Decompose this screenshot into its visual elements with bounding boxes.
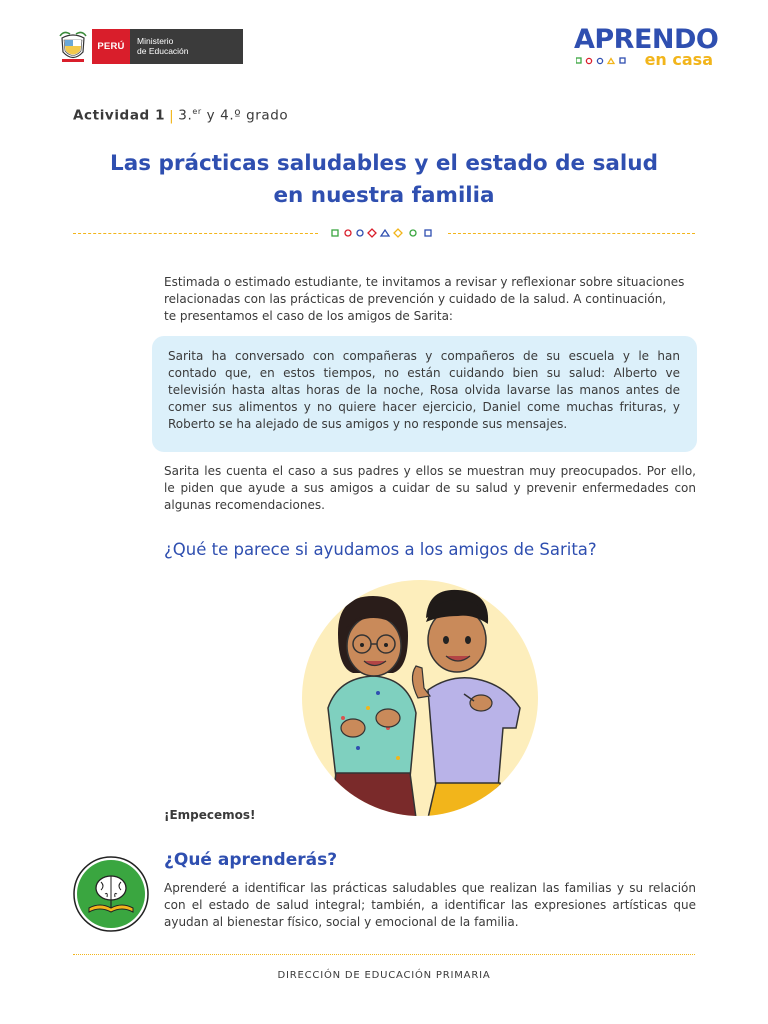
brand-line2: en casa: [644, 50, 713, 69]
peru-label: PERÚ: [92, 29, 130, 64]
start-label: ¡Empecemos!: [164, 808, 256, 822]
divider-right: [448, 233, 695, 234]
learn-line: Aprenderé a identificar las prácticas saludables que realizan las familias y su relación: [164, 881, 696, 895]
intro-line: Estimada o estimado estudiante, te invitamos a revisar y reflexionar sobre situaciones: [164, 275, 685, 289]
decorative-shapes-icon: [328, 227, 436, 239]
case-line: Roberto se ha alejado de sus amigos y no responde sus mensajes.: [168, 417, 568, 431]
ministry-line2: de Educación: [137, 46, 189, 56]
title-line2: en nuestra familia: [273, 183, 495, 208]
ministry-label: [130, 29, 243, 64]
brain-book-icon: [73, 856, 149, 932]
followup-line: le piden que ayude a sus amigos a cuidar de su salud y prevenir enfermedades con: [164, 481, 696, 495]
intro-paragraph: [164, 274, 696, 325]
divider-left: [73, 233, 318, 234]
grade-prefix: 3.: [178, 107, 193, 124]
case-line: comer sus alimentos y no quiere hacer ejercicio, Daniel come muchas frituras, y: [168, 400, 680, 414]
grade-rest: y 4.º grado: [201, 107, 289, 124]
page-title: [60, 148, 708, 212]
brand-shapes-icon: [576, 57, 628, 65]
title-line1: Las prácticas saludables y el estado de salud: [110, 151, 658, 176]
aprendo-en-casa-logo: [574, 24, 719, 69]
case-line: contado que, en estos tiempos, no están cuidando bien su salud: Alberto ve: [168, 366, 680, 380]
intro-line: relacionadas con las prácticas de prevención y cuidado de la salud. A continuación,: [164, 292, 667, 306]
learn-paragraph: [164, 880, 696, 931]
brand-line1: APRENDO: [574, 24, 719, 55]
activity-label: Actividad 1: [73, 107, 166, 124]
followup-line: algunas recomendaciones.: [164, 498, 325, 512]
followup-line: Sarita les cuenta el caso a sus padres y ellos se muestran muy preocupados. Por ello,: [164, 464, 696, 478]
activity-line: [73, 107, 288, 124]
grade-sup: er: [192, 107, 202, 116]
case-line: televisión hasta altas horas de la noche, Rosa olvida lavarse las manos antes de: [168, 383, 680, 397]
activity-separator: |: [169, 107, 175, 124]
followup-paragraph: [164, 463, 696, 514]
learn-line: ayudan al bienestar físico, social y emocional de la familia.: [164, 915, 519, 929]
coat-of-arms-icon: [58, 30, 88, 64]
ministry-line1: Ministerio: [137, 36, 174, 46]
children-illustration: [298, 578, 543, 818]
case-line: Sarita ha conversado con compañeras y compañeros de su escuela y le han: [168, 349, 680, 363]
case-text: [168, 348, 680, 433]
learn-heading: ¿Qué aprenderás?: [164, 850, 338, 870]
footer-text: DIRECCIÓN DE EDUCACIÓN PRIMARIA: [277, 970, 491, 981]
footer-divider: [73, 954, 695, 955]
question-heading: ¿Qué te parece si ayudamos a los amigos de Sarita?: [164, 540, 597, 559]
learn-line: con el estado de salud integral; también, a identificar las expresiones artísticas que: [164, 898, 696, 912]
intro-line: te presentamos el caso de los amigos de Sarita:: [164, 309, 453, 323]
